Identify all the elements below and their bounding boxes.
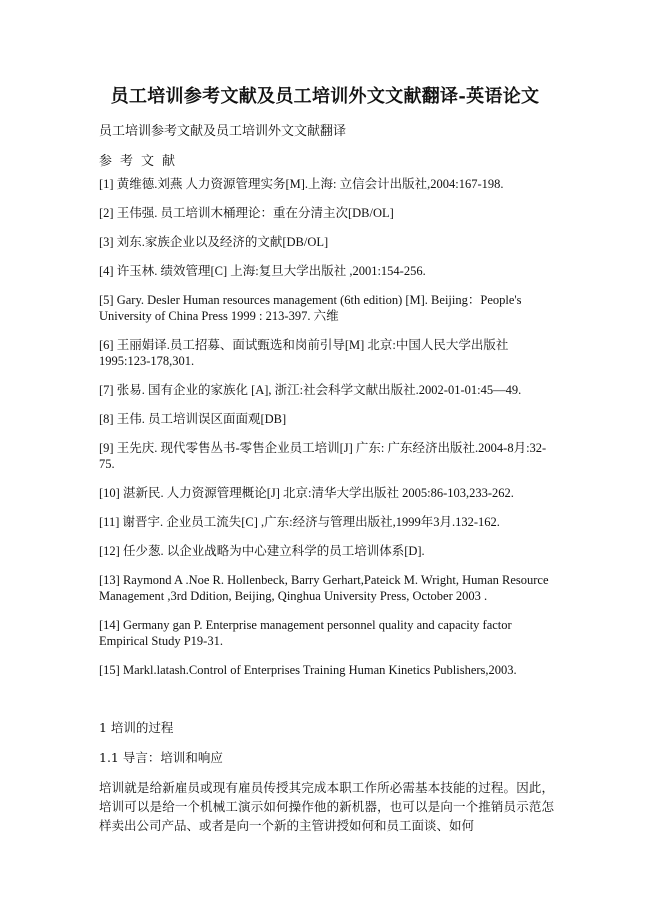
subtitle: 员工培训参考文献及员工培训外文文献翻译 xyxy=(99,124,347,139)
reference-item: [3] 刘东.家族企业以及经济的文献[DB/OL] xyxy=(99,235,329,249)
section-heading-1-1: 1.1 导言：培训和响应 xyxy=(99,750,223,765)
reference-item: [1] 黄维德.刘燕 人力资源管理实务[M].上海: 立信会计出版社,2004:167-198. xyxy=(99,177,504,191)
reference-item: [5] Gary. Desler Human resources management (6th edition) [M]. Beijing：People's University of China Press 1999 : 213-397. 六维 xyxy=(99,293,522,323)
section-heading-1: 1 培训的过程 xyxy=(99,720,174,735)
references-heading: 参考文献 xyxy=(99,154,184,169)
reference-item: [12] 任少葱. 以企业战略为中心建立科学的员工培训体系[D]. xyxy=(99,544,425,558)
reference-item: [8] 王伟. 员工培训误区面面观[DB] xyxy=(99,412,287,426)
reference-item: [9] 王先庆. 现代零售丛书-零售企业员工培训[J] 广东: 广东经济出版社.2004-8月:32-75. xyxy=(99,441,547,471)
page-title: 员工培训参考文献及员工培训外文文献翻译-英语论文 xyxy=(110,86,540,107)
body-paragraph: 培训就是给新雇员或现有雇员传授其完成本职工作所必需基本技能的过程。因此，培训可以是给一个机械工演示如何操作他的新机器，也可以是向一个推销员示范怎样卖出公司产品、或者是向一个新的主管讲授如何和员工面谈、如何 xyxy=(99,780,554,833)
reference-item: [14] Germany gan P. Enterprise management personnel quality and capacity factor Empirical Study P19-31. xyxy=(99,618,512,648)
reference-item: [11] 谢晋宇. 企业员工流失[C] ,广东:经济与管理出版社,1999年3月.132-162. xyxy=(99,515,500,529)
reference-item: [4] 许玉林. 绩效管理[C] 上海:复旦大学出版社 ,2001:154-256. xyxy=(99,264,426,278)
reference-item: [15] Markl.latash.Control of Enterprises Training Human Kinetics Publishers,2003. xyxy=(99,663,517,677)
reference-list xyxy=(99,176,554,691)
reference-item: [10] 湛新民. 人力资源管理概论[J] 北京:清华大学出版社 2005:86-103,233-262. xyxy=(99,486,514,500)
reference-item: [6] 王丽娟译.员工招募、面试甄选和岗前引导[M] 北京:中国人民大学出版社 1995:123-178,301. xyxy=(99,338,509,368)
reference-item: [7] 张易. 国有企业的家族化 [A], 浙江:社会科学文献出版社.2002-01-01:45—49. xyxy=(99,383,522,397)
reference-item: [2] 王伟强. 员工培训木桶理论：重在分清主次[DB/OL] xyxy=(99,206,394,220)
reference-item: [13] Raymond A .Noe R. Hollenbeck, Barry Gerhart,Pateick M. Wright, Human Resource Management ,3rd Ddition, Beijing, Qinghua University Press, October 2003 . xyxy=(99,573,549,603)
